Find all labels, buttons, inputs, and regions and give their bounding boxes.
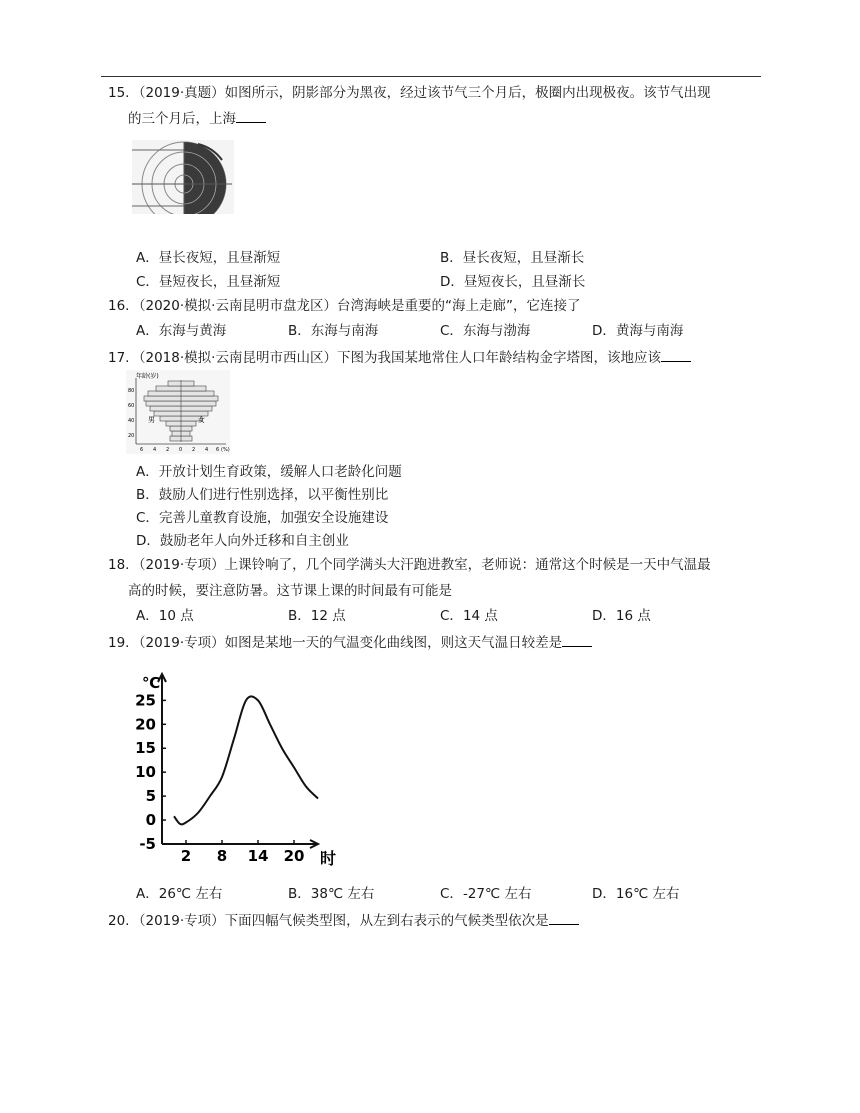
option-letter: C． [440, 323, 463, 339]
option-letter: B． [288, 886, 311, 902]
question-18 [108, 552, 768, 578]
top-rule [101, 76, 761, 77]
option-text: 14 点 [462, 608, 498, 624]
option-A[interactable] [136, 461, 402, 483]
question-stem: 下图为我国某地常住人口年龄结构金字塔图，该地应该 [336, 350, 661, 366]
option-A[interactable] [136, 247, 280, 269]
option-letter: D． [592, 608, 616, 624]
option-C[interactable] [440, 320, 530, 342]
option-D[interactable] [136, 530, 349, 552]
option-D[interactable] [592, 605, 651, 627]
question-stem: 如图是某地一天的气温变化曲线图，则这天气温日较差是 [224, 635, 563, 651]
pyramid-y-tick: 80 [128, 388, 135, 394]
y-tick-label: -5 [139, 835, 156, 853]
temperature-curve-chart [130, 668, 345, 878]
option-text: 东海与黄海 [158, 323, 227, 339]
chart-y-axis-label: ℃ [142, 674, 161, 692]
option-text: 鼓励老年人向外迁移和自主创业 [159, 533, 349, 549]
question-17 [108, 345, 768, 371]
question-stem-cont: 高的时候，要注意防暑。这节课上课的时间最有可能是 [128, 583, 452, 599]
option-C[interactable] [440, 883, 531, 905]
option-letter: B． [440, 250, 463, 266]
option-letter: B． [288, 323, 311, 339]
pyramid-y-tick: 40 [128, 418, 135, 424]
option-B[interactable] [288, 320, 378, 342]
option-letter: B． [136, 487, 159, 503]
y-tick-label: 20 [135, 715, 156, 734]
option-letter: C． [136, 274, 159, 290]
option-letter: A． [136, 608, 159, 624]
option-C[interactable] [136, 271, 280, 293]
option-letter: B． [288, 608, 311, 624]
population-pyramid-figure [126, 370, 230, 454]
answer-blank[interactable] [549, 910, 579, 925]
question-source: （2018·模拟·云南昆明市西山区） [132, 350, 337, 366]
option-letter: A． [136, 464, 159, 480]
x-tick-label: 2 [180, 847, 192, 865]
pyramid-x-tick: 6 [216, 447, 220, 453]
question-source: （2019·专项） [132, 913, 225, 929]
option-text: 12 点 [310, 608, 346, 624]
option-text: 东海与南海 [310, 323, 379, 339]
question-15 [108, 80, 768, 106]
pyramid-x-tick: 6 [140, 447, 144, 453]
question-20 [108, 908, 768, 934]
option-letter: C． [440, 608, 463, 624]
earth-illumination-figure [132, 140, 234, 214]
chart-ticks [135, 691, 304, 865]
question-number: 20. [108, 913, 130, 929]
option-letter: A． [136, 886, 159, 902]
question-stem: 台湾海峡是重要的“海上走廊”，它连接了 [336, 298, 581, 314]
pyramid-female-label: 女 [198, 416, 205, 424]
option-letter: A． [136, 250, 159, 266]
y-tick-label: 10 [135, 763, 156, 782]
question-19 [108, 630, 768, 656]
question-source: （2020·模拟·云南昆明市盘龙区） [132, 298, 337, 314]
pyramid-unit: (%) [221, 447, 230, 453]
option-text: 开放计划生育政策，缓解人口老龄化问题 [158, 464, 402, 480]
x-tick-label: 8 [216, 847, 228, 865]
option-B[interactable] [288, 605, 346, 627]
option-B[interactable] [288, 883, 374, 905]
pyramid-age-label: 年龄(岁) [136, 373, 159, 380]
option-A[interactable] [136, 320, 226, 342]
option-text: 38℃ 左右 [310, 886, 375, 902]
option-D[interactable] [440, 271, 585, 293]
question-15-line2 [128, 106, 266, 132]
option-B[interactable] [136, 484, 388, 506]
x-tick-label: 14 [247, 847, 269, 865]
option-A[interactable] [136, 883, 222, 905]
option-D[interactable] [592, 320, 683, 342]
chart-x-axis-label: 时 [320, 849, 337, 868]
y-tick-label: 15 [135, 739, 156, 758]
temperature-curve [174, 696, 318, 824]
option-B[interactable] [440, 247, 584, 269]
option-A[interactable] [136, 605, 194, 627]
question-16 [108, 293, 768, 319]
option-text: 昼短夜长，且昼渐短 [158, 274, 281, 290]
pyramid-x-tick: 4 [153, 447, 157, 453]
chart-axes [158, 674, 318, 848]
y-tick-label: 0 [145, 811, 156, 830]
question-source: （2019·专项） [132, 557, 225, 573]
question-stem-cont: 的三个月后，上海 [128, 111, 236, 127]
option-text: 昼短夜长，且昼渐长 [463, 274, 586, 290]
option-C[interactable] [136, 507, 388, 529]
option-text: 东海与渤海 [462, 323, 531, 339]
option-text: -27℃ 左右 [462, 886, 532, 902]
question-number: 15. [108, 85, 130, 101]
option-text: 黄海与南海 [615, 323, 684, 339]
option-letter: D． [440, 274, 464, 290]
option-letter: C． [440, 886, 463, 902]
answer-blank[interactable] [562, 632, 592, 647]
question-number: 17. [108, 350, 130, 366]
question-stem: 下面四幅气候类型图，从左到右表示的气候类型依次是 [224, 913, 549, 929]
question-stem: 如图所示，阴影部分为黑夜，经过该节气三个月后，极圈内出现极夜。该节气出现 [224, 85, 711, 101]
pyramid-x-tick: 4 [205, 447, 209, 453]
pyramid-x-tick: 2 [166, 447, 170, 453]
option-C[interactable] [440, 605, 498, 627]
option-D[interactable] [592, 883, 680, 905]
pyramid-x-tick: 2 [192, 447, 196, 453]
option-text: 鼓励人们进行性别选择，以平衡性别比 [158, 487, 389, 503]
option-letter: D． [136, 533, 160, 549]
option-text: 昼长夜短，且昼渐短 [158, 250, 281, 266]
option-letter: C． [136, 510, 159, 526]
question-stem: 上课铃响了，几个同学满头大汗跑进教室，老师说：通常这个时候是一天中气温最 [224, 557, 711, 573]
question-number: 16. [108, 298, 130, 314]
question-source: （2019·专项） [132, 635, 225, 651]
question-18-line2 [128, 578, 452, 604]
y-tick-label: 25 [135, 691, 156, 710]
question-number: 19. [108, 635, 130, 651]
option-text: 昼长夜短，且昼渐长 [462, 250, 585, 266]
option-letter: D． [592, 323, 616, 339]
option-text: 16℃ 左右 [615, 886, 680, 902]
question-source: （2019·真题） [132, 85, 225, 101]
answer-blank[interactable] [661, 347, 691, 362]
option-letter: A． [136, 323, 159, 339]
question-number: 18. [108, 557, 130, 573]
y-tick-label: 5 [145, 787, 156, 806]
option-text: 10 点 [158, 608, 194, 624]
pyramid-x-tick: 0 [179, 447, 183, 453]
option-text: 16 点 [615, 608, 651, 624]
pyramid-y-tick: 60 [128, 403, 135, 409]
option-text: 26℃ 左右 [158, 886, 223, 902]
pyramid-y-tick: 20 [128, 433, 135, 439]
answer-blank[interactable] [236, 108, 266, 123]
x-tick-label: 20 [283, 847, 305, 865]
option-text: 完善儿童教育设施，加强安全设施建设 [158, 510, 389, 526]
pyramid-male-label: 男 [148, 416, 155, 424]
option-letter: D． [592, 886, 616, 902]
